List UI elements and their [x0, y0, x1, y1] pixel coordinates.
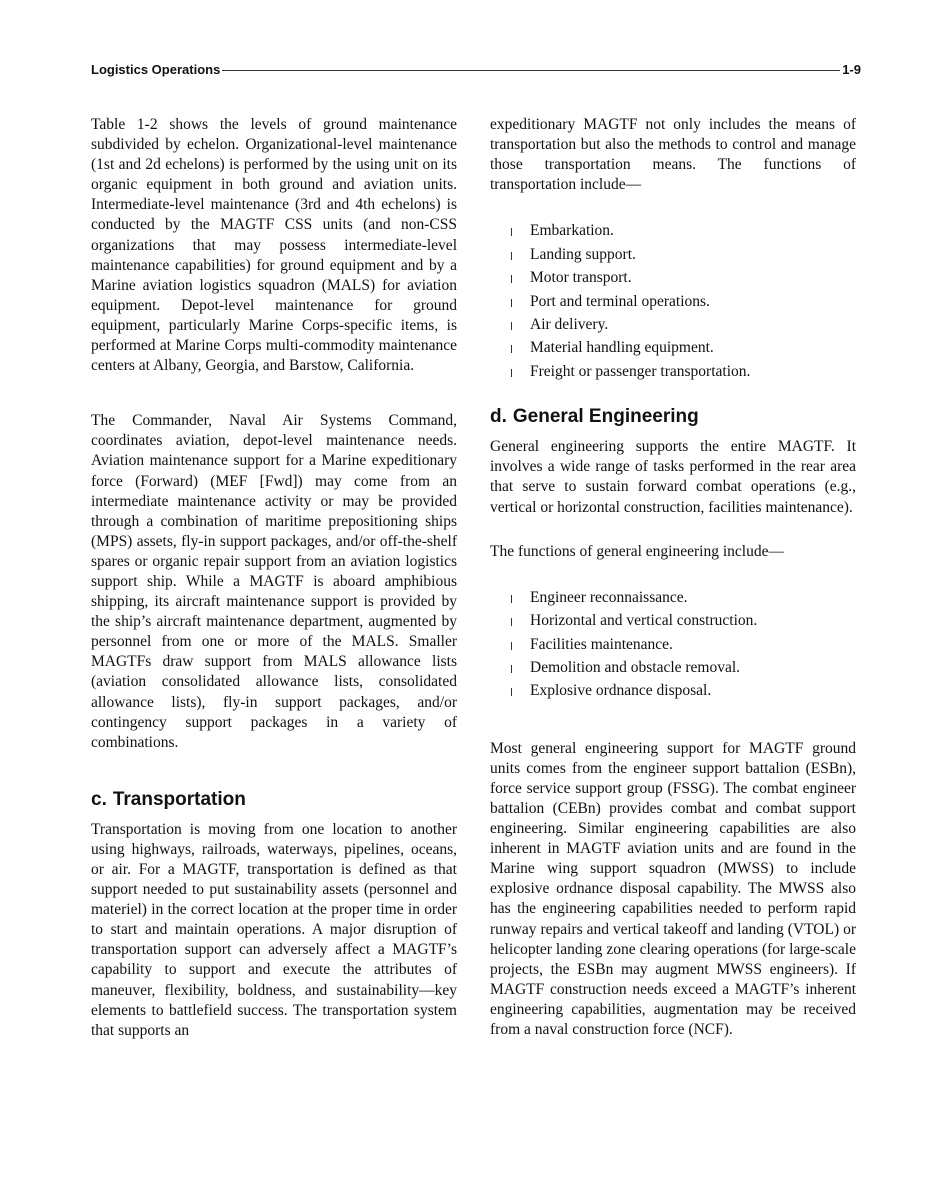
bullet-icon	[511, 275, 512, 283]
list-item: Material handling equipment.	[490, 336, 856, 359]
list-item: Facilities maintenance.	[490, 633, 856, 656]
section-title: Logistics Operations	[91, 61, 221, 77]
engineering-functions-list	[490, 586, 856, 703]
bullet-icon	[511, 252, 512, 260]
list-item: Engineer reconnaissance.	[490, 586, 856, 609]
bullet-icon	[511, 322, 512, 330]
bullet-icon	[511, 369, 512, 377]
right-column	[490, 115, 856, 1040]
paragraph-transportation-continued: expeditionary MAGTF not only includes the means of transportation but also the methods to control and manage those transportation means. The functions of transportation include—	[490, 116, 856, 194]
list-item: Freight or passenger transportation.	[490, 360, 856, 383]
paragraph-transportation: Transportation is moving from one location to another using highways, railroads, waterways, pipelines, oceans, or air. For a MAGTF, transportation is defined as that support needed to put sustainability assets (personnel and materiel) in the correct location at the proper time in order to start and maintain operations. A major disruption of transportation support can adversely affect a MAGTF’s capability to support and execute the attributes of maneuver, flexibility, boldness, and sustainability—key elements to battlefield success. The transportation system that supports an	[91, 820, 457, 1039]
list-item: Embarkation.	[490, 219, 856, 242]
transport-functions-list	[490, 219, 856, 383]
list-item: Horizontal and vertical construction.	[490, 609, 856, 632]
bullet-icon	[511, 595, 512, 603]
section-title: Transportation	[112, 788, 246, 810]
page-number: 1-9	[842, 61, 861, 77]
running-header	[91, 60, 861, 78]
list-item: Demolition and obstacle removal.	[490, 656, 856, 679]
section-number: d.	[490, 406, 507, 428]
bullet-icon	[511, 665, 512, 673]
section-heading-transportation	[91, 788, 457, 812]
paragraph-maintenance-levels: Table 1-2 shows the levels of ground maintenance subdivided by echelon. Organizational-level maintenance (1st and 2d echelons) is performed by the using unit on its organic equipment in both ground and aviation units. Intermediate-level maintenance (3rd and 4th echelons) is conducted by the MAGTF CSS units (and non-CSS organizations that may possess intermediate-level maintenance capabilities) for ground equipment and by a Marine aviation logistics squadron (MALS) for aviation equipment. Depot-level maintenance for ground equipment, particularly Marine Corps-specific items, is performed at Marine Corps multi-commodity maintenance centers at Albany, Georgia, and Barstow, California.	[91, 116, 457, 375]
paragraph-aviation-maintenance: The Commander, Naval Air Systems Command, coordinates aviation, depot-level maintenance needs. Aviation maintenance support for a Marine expeditionary force (Forward) (MEF [Fwd]) may come from an intermediate maintenance activity or may be provided through a combination of maritime prepositioning ships (MPS) assets, fly-in support packages, and/or off-the-shelf spares or organic repair support from an aviation logistics support ship. While a MAGTF is aboard amphibious shipping, its aircraft maintenance support is provided by the ship’s aircraft maintenance department, augmented by personnel from one or more of the MALS. Smaller MAGTFs draw support from MALS allowance lists (aviation consolidated allowance lists, consolidated allowance lists), fly-in support packages, and/or contingency support packages in a variety of combinations.	[91, 412, 457, 751]
paragraph-general-engineering: General engineering supports the entire MAGTF. It involves a wide range of tasks performed in the rear area that serve to sustain forward combat operations (e.g., vertical or horizontal construction, facilities maintenance).	[490, 438, 856, 516]
bullet-icon	[511, 688, 512, 696]
bullet-icon	[511, 618, 512, 626]
paragraph-engineering-functions-intro: The functions of general engineering include—	[490, 542, 784, 560]
list-item: Landing support.	[490, 243, 856, 266]
list-item: Port and terminal operations.	[490, 290, 856, 313]
header-rule	[222, 70, 840, 71]
left-column	[91, 115, 457, 1041]
section-number: c.	[91, 788, 107, 810]
section-title: General Engineering	[512, 406, 699, 428]
section-heading-general-engineering	[490, 405, 856, 429]
bullet-icon	[511, 642, 512, 650]
bullet-icon	[511, 345, 512, 353]
list-item: Motor transport.	[490, 266, 856, 289]
list-item: Explosive ordnance disposal.	[490, 679, 856, 702]
paragraph-engineering-support-units: Most general engineering support for MAGTF ground units comes from the engineer support battalion (ESBn), force service support group (FSSG). The combat engineer battalion (CEBn) provides combat and combat support engineering. Similar engineering capabilities are also inherent in MAGTF aviation units and are found in the Marine wing support squadron (MWSS) to include explosive ordnance disposal capability. The MWSS also has the engineering capabilities needed to perform rapid runway repairs and vertical takeoff and landing (VTOL) or helicopter landing zone clearing operations (for large-scale projects, the ESBn may augment MWSS engineers). If MAGTF construction needs exceed a MAGTF’s inherent engineering capabilities, augmentation may be received from a naval construction force (NCF).	[490, 739, 856, 1039]
bullet-icon	[511, 299, 512, 307]
list-item: Air delivery.	[490, 313, 856, 336]
bullet-icon	[511, 228, 512, 236]
